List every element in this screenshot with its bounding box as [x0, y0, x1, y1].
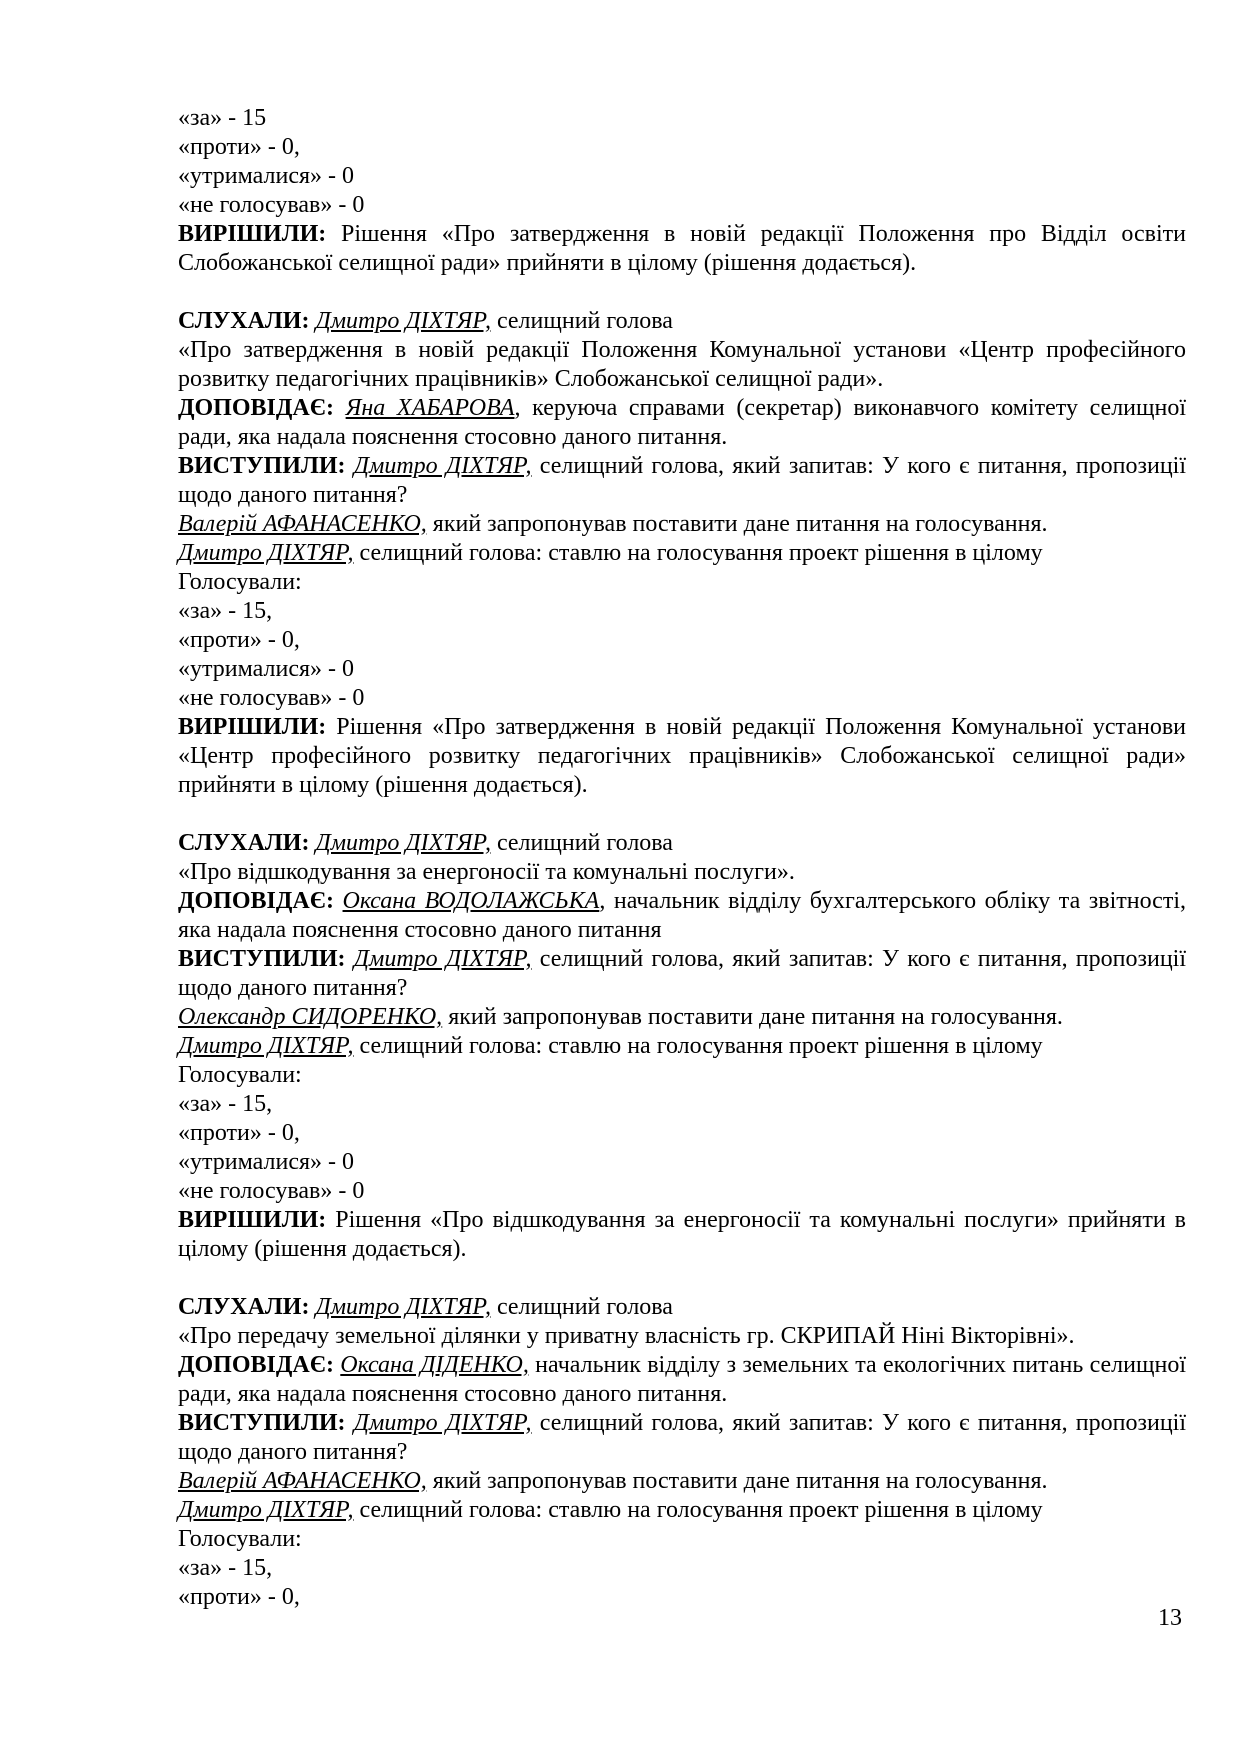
- vote-abstained: «утрималися» - 0: [178, 163, 355, 189]
- proposer-name: Валерій АФАНАСЕНКО,: [178, 1468, 427, 1494]
- voted-label: Голосували:: [178, 1526, 302, 1552]
- chair-line: [178, 539, 1186, 568]
- agenda-item: [178, 307, 1186, 800]
- vote-against: «проти» - 0,: [178, 627, 300, 653]
- reporter-name: Оксана ДІДЕНКО,: [340, 1352, 529, 1378]
- vote-not-voted: «не голосував» - 0: [178, 685, 365, 711]
- voted-label: Голосували:: [178, 569, 302, 595]
- proposer-name: Валерій АФАНАСЕНКО,: [178, 511, 427, 537]
- decided-label: ВИРІШИЛИ:: [178, 221, 327, 247]
- page-number: 13: [1158, 1605, 1182, 1631]
- reporter-name: Оксана ВОДОЛАЖСЬКА: [342, 888, 600, 914]
- heard-name: Дмитро ДІХТЯР,: [315, 1294, 491, 1320]
- spoke-label: ВИСТУПИЛИ:: [178, 1410, 346, 1436]
- heard-role: селищний голова: [490, 1294, 673, 1320]
- document-page: [178, 104, 1186, 1612]
- proposer-line: [178, 1003, 1186, 1032]
- vote-for: «за» - 15,: [178, 1091, 273, 1117]
- spoke-label: ВИСТУПИЛИ:: [178, 946, 346, 972]
- reports-label: ДОПОВІДАЄ:: [178, 395, 334, 421]
- reporter-text: начальник відділу з земельних та екологічних питань селищної ради, яка надала пояснення стосовно даного питання.: [178, 1352, 1186, 1407]
- decision-text: Рішення «Про затвердження в новій редакції Положення Комунальної установи «Центр професійного розвитку педагогічних працівників» Слобожанської селищної ради» прийняти в цілому (рішення додається).: [178, 714, 1186, 798]
- heard-label: СЛУХАЛИ:: [178, 1294, 310, 1320]
- vote-against: «проти» - 0,: [178, 134, 300, 160]
- vote-not-voted: «не голосував» - 0: [178, 1178, 365, 1204]
- chair-name: Дмитро ДІХТЯР,: [178, 1033, 354, 1059]
- heard-role: селищний голова: [490, 308, 673, 334]
- vote-abstained: «утрималися» - 0: [178, 656, 355, 682]
- speaker-name: Дмитро ДІХТЯР,: [353, 453, 532, 479]
- heard-label: СЛУХАЛИ:: [178, 308, 310, 334]
- proposer-text: який запропонував поставити дане питання на голосування.: [426, 511, 1048, 537]
- speaker-text: селищний голова, який запитав: У кого є питання, пропозиції щодо даного питання?: [178, 453, 1186, 508]
- vote-not-voted: «не голосував» - 0: [178, 192, 365, 218]
- decided-label: ВИРІШИЛИ:: [178, 714, 327, 740]
- spoke-label: ВИСТУПИЛИ:: [178, 453, 346, 479]
- speaker-name: Дмитро ДІХТЯР,: [353, 946, 532, 972]
- chair-text: селищний голова: ставлю на голосування проект рішення в цілому: [353, 1497, 1043, 1523]
- chair-line: [178, 1496, 1186, 1525]
- topic: «Про затвердження в новій редакції Положення Комунальної установи «Центр професійного розвитку педагогічних працівників» Слобожанської селищної ради».: [178, 337, 1186, 392]
- section-gap: [178, 278, 1186, 307]
- decision-text: Рішення «Про затвердження в новій редакції Положення про Відділ освіти Слобожанської селищної ради» прийняти в цілому (рішення додається).: [178, 221, 1186, 276]
- section-gap: [178, 800, 1186, 829]
- reports-paragraph: [178, 887, 1186, 945]
- heard-name: Дмитро ДІХТЯР,: [315, 308, 491, 334]
- decision-text: Рішення «Про відшкодування за енергоносії та комунальні послуги» прийняти в цілому (рішення додається).: [178, 1207, 1186, 1262]
- reporter-text: , начальник відділу бухгалтерського обліку та звітності, яка надала пояснення стосовно даного питання: [178, 888, 1186, 943]
- heard-label: СЛУХАЛИ:: [178, 830, 310, 856]
- proposer-text: який запропонував поставити дане питання на голосування.: [442, 1004, 1063, 1030]
- speaker-text: селищний голова, який запитав: У кого є питання, пропозиції щодо даного питання?: [178, 946, 1186, 1001]
- spoke-paragraph: [178, 945, 1186, 1003]
- heard-name: Дмитро ДІХТЯР,: [315, 830, 491, 856]
- decision-paragraph: [178, 220, 1186, 278]
- vote-against: «проти» - 0,: [178, 1584, 300, 1610]
- decision-paragraph: [178, 1206, 1186, 1264]
- vote-against: «проти» - 0,: [178, 1120, 300, 1146]
- heard-line: [178, 307, 1186, 336]
- spoke-paragraph: [178, 1409, 1186, 1467]
- topic: «Про відшкодування за енергоносії та комунальні послуги».: [178, 859, 795, 885]
- chair-name: Дмитро ДІХТЯР,: [178, 540, 354, 566]
- reporter-text: , керуюча справами (секретар) виконавчого комітету селищної ради, яка надала пояснення стосовно даного питання.: [178, 395, 1186, 450]
- vote-abstained: «утрималися» - 0: [178, 1149, 355, 1175]
- speaker-name: Дмитро ДІХТЯР,: [353, 1410, 532, 1436]
- reporter-name: Яна ХАБАРОВА: [345, 395, 515, 421]
- reports-paragraph: [178, 1351, 1186, 1409]
- chair-text: селищний голова: ставлю на голосування проект рішення в цілому: [353, 540, 1043, 566]
- proposer-line: [178, 1467, 1186, 1496]
- heard-role: селищний голова: [490, 830, 673, 856]
- vote-for: «за» - 15: [178, 105, 267, 131]
- chair-name: Дмитро ДІХТЯР,: [178, 1497, 354, 1523]
- proposer-line: [178, 510, 1186, 539]
- chair-line: [178, 1032, 1186, 1061]
- agenda-item: [178, 829, 1186, 1264]
- chair-text: селищний голова: ставлю на голосування проект рішення в цілому: [353, 1033, 1043, 1059]
- proposer-text: який запропонував поставити дане питання на голосування.: [426, 1468, 1048, 1494]
- decided-label: ВИРІШИЛИ:: [178, 1207, 327, 1233]
- reports-paragraph: [178, 394, 1186, 452]
- reports-label: ДОПОВІДАЄ:: [178, 888, 334, 914]
- decision-paragraph: [178, 713, 1186, 800]
- heard-line: [178, 829, 1186, 858]
- proposer-name: Олександр СИДОРЕНКО,: [178, 1004, 443, 1030]
- vote-for: «за» - 15,: [178, 598, 273, 624]
- section-gap: [178, 1264, 1186, 1293]
- heard-line: [178, 1293, 1186, 1322]
- agenda-item: [178, 1293, 1186, 1612]
- topic: «Про передачу земельної ділянки у приватну власність гр. СКРИПАЙ Ніні Вікторівні».: [178, 1323, 1075, 1349]
- spoke-paragraph: [178, 452, 1186, 510]
- voted-label: Голосували:: [178, 1062, 302, 1088]
- vote-for: «за» - 15,: [178, 1555, 273, 1581]
- speaker-text: селищний голова, який запитав: У кого є питання, пропозиції щодо даного питання?: [178, 1410, 1186, 1465]
- reports-label: ДОПОВІДАЄ:: [178, 1352, 334, 1378]
